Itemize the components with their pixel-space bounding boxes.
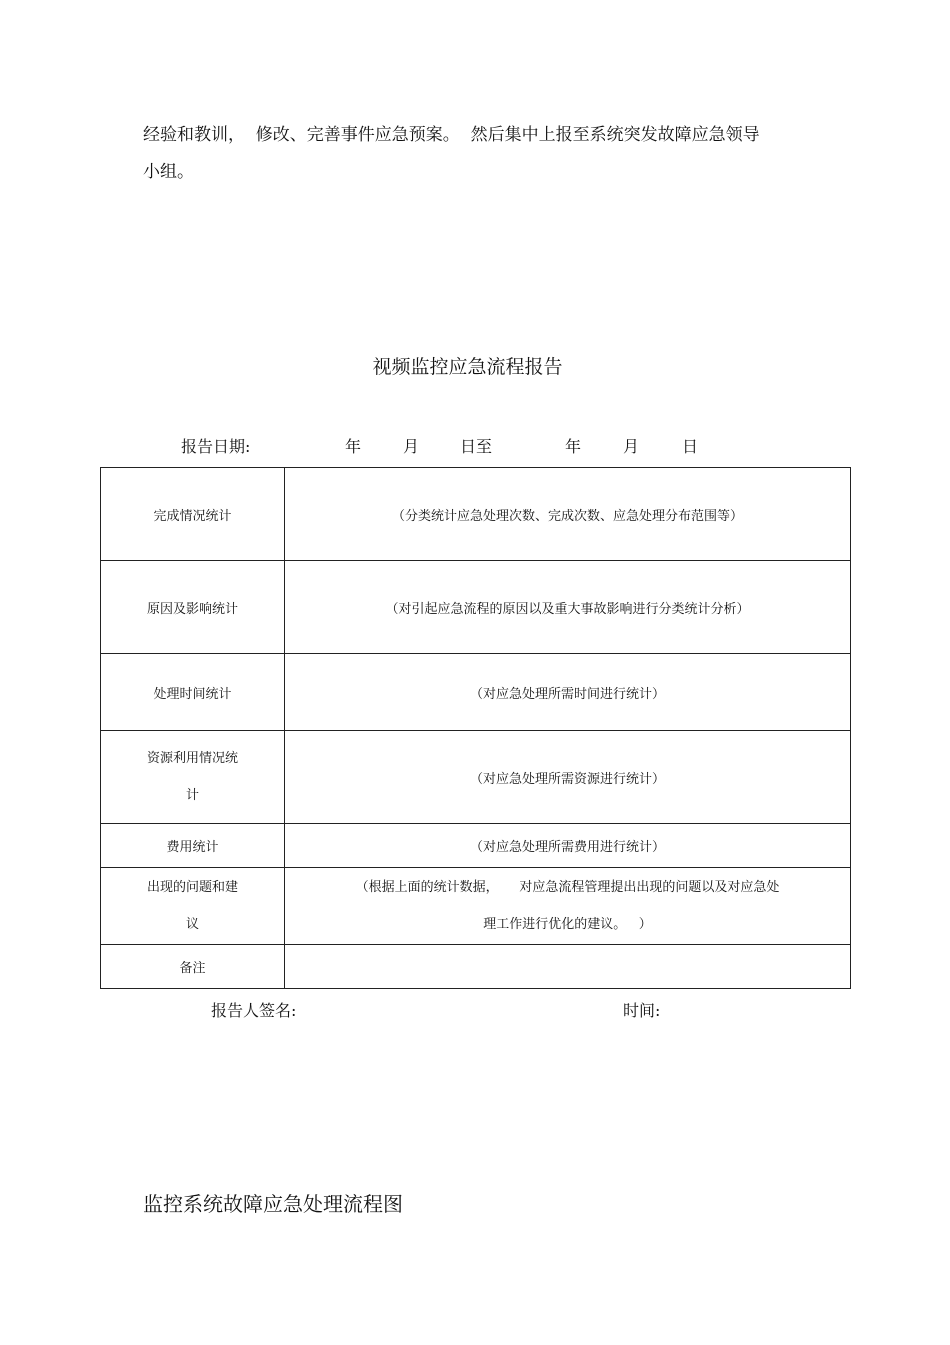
row-content: （对应急处理所需资源进行统计） [285,731,851,824]
report-date-label: 报告日期: [181,437,251,456]
date-year-1: 年 [345,437,362,456]
row-label-line-2: 计 [185,788,199,803]
row-content: （对应急处理所需费用进行统计） [285,824,851,868]
table-row [101,868,851,945]
row-label-line-2: 议 [185,917,199,932]
row-content [285,868,851,945]
row-label-line-1: 资源利用情况统 [146,751,238,766]
row-label: 完成情况统计 [101,468,285,561]
section-title: 监控系统故障应急处理流程图 [143,1192,403,1216]
date-day-to: 日至 [460,437,493,456]
date-month-2: 月 [623,437,640,456]
table-row [101,654,851,731]
table-row [101,824,851,868]
reporter-signature-label: 报告人签名: [211,1001,297,1020]
row-content-line-2: 理工作进行优化的建议。 ） [483,917,652,932]
row-content-line-1: （根据上面的统计数据， 对应急流程管理提出出现的问题以及对应急处 [355,880,780,895]
row-label [101,868,285,945]
report-title: 视频监控应急流程报告 [372,356,563,378]
date-year-2: 年 [565,437,582,456]
table-row [101,731,851,824]
row-content: （对引起应急流程的原因以及重大事故影响进行分类统计分析） [285,561,851,654]
row-label: 原因及影响统计 [101,561,285,654]
report-table [100,467,851,989]
intro-paragraph-line-2: 小组。 [143,162,194,182]
table-row [101,945,851,989]
row-label: 费用统计 [101,824,285,868]
signature-time-label: 时间: [623,1001,661,1020]
table-row [101,468,851,561]
intro-paragraph-line-1: 经验和教训， 修改、完善事件应急预案。 然后集中上报至系统突发故障应急领导 [143,125,760,145]
table-row [101,561,851,654]
row-content [285,945,851,989]
row-content: （对应急处理所需时间进行统计） [285,654,851,731]
date-month-1: 月 [403,437,420,456]
row-label: 处理时间统计 [101,654,285,731]
row-label [101,731,285,824]
row-label-line-1: 出现的问题和建 [146,880,238,895]
row-content: （分类统计应急处理次数、完成次数、应急处理分布范围等） [285,468,851,561]
row-label: 备注 [101,945,285,989]
date-day-2: 日 [682,437,699,456]
